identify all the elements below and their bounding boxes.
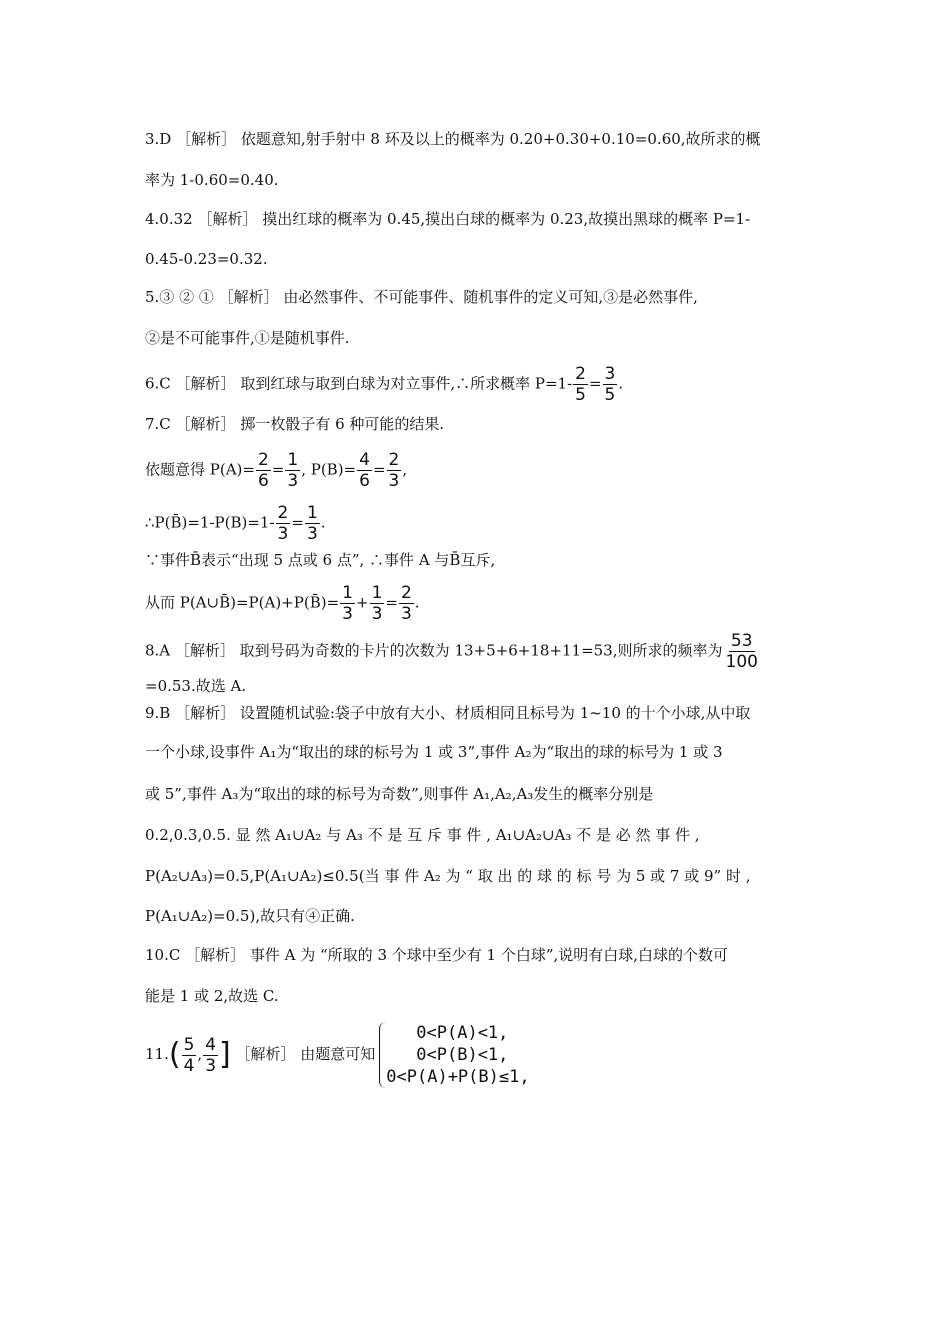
- answer-11-line: [145, 1022, 530, 1088]
- numerator: 2: [257, 450, 269, 470]
- answer-8-line-1: [145, 632, 761, 671]
- comma: ,: [402, 460, 408, 479]
- fraction: [305, 504, 320, 543]
- answer-5-line-2: ②是不可能事件,①是随机事件.: [145, 329, 350, 347]
- answer-6-text: 6.C ［解析］ 取到红球与取到白球为对立事件,∴所求概率 P=1-: [145, 374, 573, 393]
- period: .: [618, 374, 624, 393]
- period: .: [320, 513, 326, 532]
- answer-9-line-6: P(A₁∪A₂)=0.5),故只有④正确.: [145, 907, 355, 925]
- fraction: [357, 451, 372, 490]
- fraction: [276, 504, 291, 543]
- numerator: 4: [205, 1034, 217, 1055]
- answer-4-line-1: 4.0.32 ［解析］ 摸出红球的概率为 0.45,摸出白球的概率为 0.23,故摸出黑球的概率 P=1-: [145, 210, 751, 228]
- denominator: 4: [183, 1055, 195, 1076]
- inequality-system: [386, 1022, 529, 1088]
- numerator: 2: [277, 503, 289, 523]
- equals-sign: =: [385, 593, 398, 612]
- text-segment: ∴P(B̄)=1-P(B)=1-: [145, 513, 275, 532]
- numerator: 53: [730, 631, 753, 651]
- fraction: [182, 1036, 197, 1075]
- equals-sign: =: [291, 513, 304, 532]
- fraction: [256, 451, 271, 490]
- answer-3-line-2: 率为 1-0.60=0.40.: [145, 171, 279, 189]
- denominator: 5: [575, 385, 586, 405]
- numerator: 3: [604, 364, 616, 384]
- fraction: [399, 584, 414, 623]
- denominator: 3: [371, 604, 383, 624]
- answer-5-line-1: 5.③ ② ① ［解析］ 由必然事件、不可能事件、随机事件的定义可知,③是必然事件,: [145, 288, 698, 306]
- text-segment: 依题意得 P(A)=: [145, 460, 255, 479]
- answer-4-line-2: 0.45-0.23=0.32.: [145, 250, 268, 268]
- equals-sign: =: [588, 374, 602, 393]
- answer-9-line-4: 0.2,0.3,0.5. 显 然 A₁∪A₂ 与 A₃ 不 是 互 斥 事 件 , A₁∪A₂∪A₃ 不 是 必 然 事 件 ,: [145, 826, 700, 844]
- fraction: [370, 584, 385, 623]
- inequality-2: 0<P(B)<1,: [416, 1045, 509, 1065]
- open-paren: (: [168, 1037, 181, 1072]
- numerator: 2: [400, 583, 412, 603]
- fraction: [340, 584, 355, 623]
- fraction: [285, 451, 300, 490]
- denominator: 3: [342, 604, 353, 624]
- fraction: [603, 365, 618, 404]
- answer-9-line-3: 或 5”,事件 A₃为“取出的球的标号为奇数”,则事件 A₁,A₂,A₃发生的概率分别是: [145, 785, 654, 803]
- denominator: 3: [306, 524, 318, 544]
- answer-3-line-1: 3.D ［解析］ 依题意知,射手射中 8 环及以上的概率为 0.20+0.30+0.10=0.60,故所求的概: [145, 130, 761, 148]
- text-segment: 11.: [145, 1045, 169, 1063]
- answer-9-line-1: 9.B ［解析］ 设置随机试验:袋子中放有大小、材质相同且标号为 1~10 的十个小球,从中取: [145, 704, 751, 722]
- answer-7-line-4: ∵事件B̄表示“出现 5 点或 6 点”, ∴事件 A 与B̄互斥,: [145, 551, 496, 569]
- answer-8-line-2: =0.53.故选 A.: [145, 677, 247, 695]
- denominator: 3: [287, 471, 299, 491]
- denominator: 100: [725, 652, 758, 672]
- denominator: 3: [388, 471, 400, 491]
- period: .: [414, 593, 420, 612]
- fraction: [387, 451, 402, 490]
- denominator: 6: [257, 471, 269, 491]
- inequality-3: 0<P(A)+P(B)≤1,: [386, 1067, 530, 1087]
- equals-sign: =: [372, 460, 386, 479]
- answer-10-line-2: 能是 1 或 2,故选 C.: [145, 987, 279, 1005]
- inequality-1: 0<P(A)<1,: [416, 1023, 509, 1043]
- numerator: 5: [183, 1034, 195, 1055]
- denominator: 5: [604, 385, 616, 405]
- comma: ,: [197, 1045, 203, 1063]
- denominator: 6: [359, 471, 370, 491]
- close-bracket: ]: [219, 1037, 231, 1072]
- answer-7-line-3: [145, 504, 326, 543]
- denominator: 3: [277, 524, 289, 544]
- answer-7-line-5: [145, 584, 420, 623]
- equals-sign: =: [271, 460, 285, 479]
- answer-9-line-5: P(A₂∪A₃)=0.5,P(A₁∪A₂)≤0.5(当 事 件 A₂ 为 “ 取 出 的 球 的 标 号 为 5 或 7 或 9” 时 ,: [145, 867, 751, 885]
- fraction: [203, 1036, 218, 1075]
- numerator: 2: [575, 364, 586, 384]
- text-segment: 从而 P(A∪B̄)=P(A)+P(B̄)=: [145, 593, 340, 612]
- left-brace-icon: [379, 1022, 386, 1088]
- numerator: 1: [287, 450, 299, 470]
- answer-10-line-1: 10.C ［解析］ 事件 A 为 “所取的 3 个球中至少有 1 个白球”,说明有白球,白球的个数可: [145, 946, 729, 964]
- numerator: 1: [342, 583, 353, 603]
- denominator: 3: [205, 1055, 217, 1076]
- plus-sign: +: [355, 593, 369, 612]
- answer-7-line-1: 7.C ［解析］ 掷一枚骰子有 6 种可能的结果.: [145, 415, 445, 433]
- numerator: 1: [371, 583, 383, 603]
- text-segment: ［解析］ 由题意可知: [230, 1045, 376, 1063]
- denominator: 3: [400, 604, 412, 624]
- fraction: [724, 632, 760, 671]
- numerator: 2: [388, 450, 400, 470]
- answer-7-line-2: [145, 451, 407, 490]
- fraction: [573, 365, 588, 404]
- text-segment: , P(B)=: [301, 460, 357, 479]
- answer-9-line-2: 一个小球,设事件 A₁为“取出的球的标号为 1 或 3”,事件 A₂为“取出的球的标号为 1 或 3: [145, 743, 723, 761]
- answer-6-line: [145, 365, 623, 404]
- numerator: 1: [306, 503, 318, 523]
- numerator: 4: [359, 450, 370, 470]
- text-segment: 8.A ［解析］ 取到号码为奇数的卡片的次数为 13+5+6+18+11=53,则所求的频率为: [145, 641, 723, 660]
